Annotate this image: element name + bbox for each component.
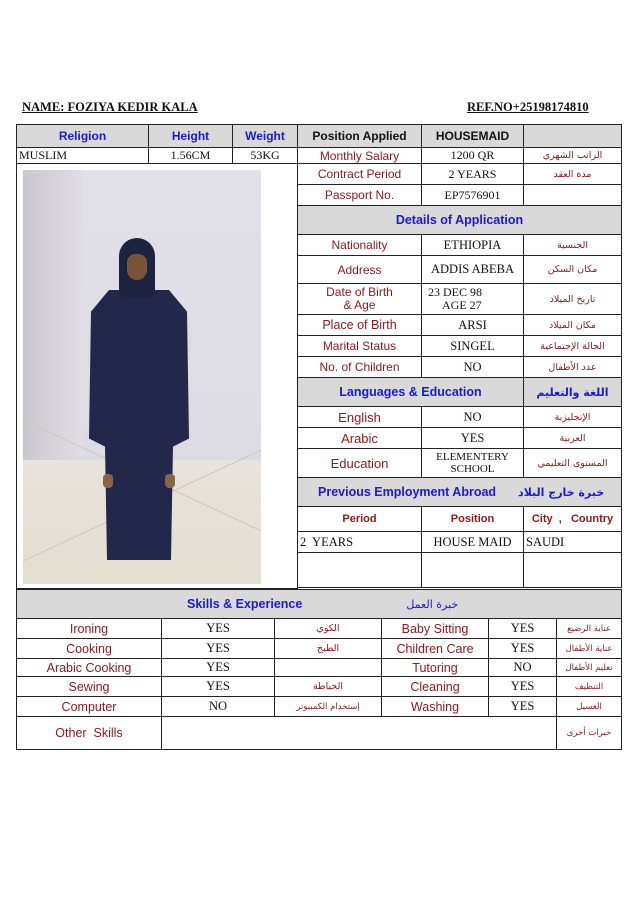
employment-position-empty: [422, 553, 524, 588]
skill-row: [17, 659, 622, 677]
dob-age: AGE 27: [442, 298, 482, 312]
education-arabic: المستوى التعليمي: [524, 449, 622, 478]
applicant-photo: [23, 170, 261, 584]
languages-section-title: Languages & Education: [298, 378, 524, 407]
children-label: No. of Children: [298, 357, 422, 378]
position-applied-label: Position Applied: [298, 125, 422, 148]
marital-status-label: Marital Status: [298, 336, 422, 357]
other-skills-arabic: خبرات أخرى: [557, 717, 622, 750]
arabic-arabic: العربية: [524, 428, 622, 449]
skill-tutoring-arabic: تعليم الأطفال: [557, 659, 622, 677]
skill-washing-arabic: الغسيل: [557, 697, 622, 717]
skill-sewing-label: Sewing: [17, 677, 162, 697]
skill-tutoring-value: NO: [489, 659, 557, 677]
passport-label: Passport No.: [298, 185, 422, 206]
skill-row: [17, 677, 622, 697]
education-label: Education: [298, 449, 422, 478]
arabic-value: YES: [422, 428, 524, 449]
marital-status-value: SINGEL: [422, 336, 524, 357]
skill-washing-value: YES: [489, 697, 557, 717]
empty-cell: [524, 125, 622, 148]
skill-arabic-cooking-arabic: [275, 659, 382, 677]
dob-label-line1: Date of Birth: [326, 285, 393, 299]
place-of-birth-arabic: مكان الميلاد: [524, 315, 622, 336]
skills-section-title-cell: [17, 590, 622, 619]
application-table: [16, 124, 622, 589]
skills-table: [16, 589, 622, 750]
skill-computer-arabic: إستخدام الكمبيوتر: [275, 697, 382, 717]
skill-cooking-value: YES: [162, 639, 275, 659]
other-skills-label: Other Skills: [17, 717, 162, 750]
skill-cleaning-arabic: التنظيف: [557, 677, 622, 697]
skill-cooking-label: Cooking: [17, 639, 162, 659]
contract-period-arabic: مدة العقد: [524, 164, 622, 185]
skill-baby-sitting-arabic: عناية الرضيع: [557, 619, 622, 639]
contract-period-label: Contract Period: [298, 164, 422, 185]
skill-cleaning-label: Cleaning: [382, 677, 489, 697]
skill-arabic-cooking-label: Arabic Cooking: [17, 659, 162, 677]
skills-section-title: Skills & Experience: [187, 597, 303, 611]
dob-value: [422, 284, 524, 315]
height-header: Height: [149, 125, 233, 148]
english-arabic: الإنجليزية: [524, 407, 622, 428]
employment-header-position: Position: [422, 507, 524, 532]
passport-arabic: [524, 185, 622, 206]
employment-header-location: City , Country: [524, 507, 622, 532]
skill-children-care-arabic: عناية الأطفال: [557, 639, 622, 659]
skill-cleaning-value: YES: [489, 677, 557, 697]
applicant-name: NAME: FOZIYA KEDIR KALA: [22, 100, 198, 114]
employment-section-title-arabic: خبرة خارج البلاد: [518, 486, 605, 499]
nationality-label: Nationality: [298, 235, 422, 256]
employment-section-title: Previous Employment Abroad: [318, 485, 497, 499]
dob-label: [298, 284, 422, 315]
skills-section-title-arabic: خبرة العمل: [406, 598, 459, 611]
skill-row: [17, 619, 622, 639]
employment-position: HOUSE MAID: [422, 532, 524, 553]
skill-washing-label: Washing: [382, 697, 489, 717]
monthly-salary-value: 1200 QR: [422, 148, 524, 164]
passport-value: EP7576901: [422, 185, 524, 206]
children-value: NO: [422, 357, 524, 378]
skill-row: [17, 697, 622, 717]
monthly-salary-arabic: الراتب الشهري: [524, 148, 622, 164]
employment-period-empty: [298, 553, 422, 588]
skill-baby-sitting-label: Baby Sitting: [382, 619, 489, 639]
employment-period: 2 YEARS: [298, 532, 422, 553]
address-arabic: مكان السكن: [524, 256, 622, 284]
english-label: English: [298, 407, 422, 428]
religion-value: MUSLIM: [17, 148, 149, 164]
skill-row: [17, 639, 622, 659]
place-of-birth-label: Place of Birth: [298, 315, 422, 336]
skill-sewing-value: YES: [162, 677, 275, 697]
place-of-birth-value: ARSI: [422, 315, 524, 336]
address-label: Address: [298, 256, 422, 284]
children-arabic: عدد الأطفال: [524, 357, 622, 378]
dob-arabic: تاريخ الميلاد: [524, 284, 622, 315]
education-value: [422, 449, 524, 478]
details-section-title: Details of Application: [298, 206, 622, 235]
skill-arabic-cooking-value: YES: [162, 659, 275, 677]
nationality-arabic: الجنسية: [524, 235, 622, 256]
skill-tutoring-label: Tutoring: [382, 659, 489, 677]
marital-status-arabic: الحالة الإجتماعية: [524, 336, 622, 357]
skill-ironing-value: YES: [162, 619, 275, 639]
skill-computer-label: Computer: [17, 697, 162, 717]
education-value-line2: SCHOOL: [450, 463, 495, 475]
languages-section-title-arabic: اللغة والتعليم: [524, 378, 622, 407]
weight-header: Weight: [233, 125, 298, 148]
skill-ironing-arabic: الكوي: [275, 619, 382, 639]
monthly-salary-label: Monthly Salary: [298, 148, 422, 164]
reference-number: REF.NO+25198174810: [467, 100, 589, 114]
dob-date: 23 DEC 98: [428, 285, 482, 299]
arabic-label: Arabic: [298, 428, 422, 449]
skill-children-care-label: Children Care: [382, 639, 489, 659]
contract-period-value: 2 YEARS: [422, 164, 524, 185]
skill-cooking-arabic: الطبخ: [275, 639, 382, 659]
employment-section-title-cell: [298, 478, 622, 507]
dob-label-line2: & Age: [343, 298, 376, 312]
education-value-line1: ELEMENTERY: [436, 451, 509, 463]
english-value: NO: [422, 407, 524, 428]
nationality-value: ETHIOPIA: [422, 235, 524, 256]
skill-computer-value: NO: [162, 697, 275, 717]
skill-ironing-label: Ironing: [17, 619, 162, 639]
address-value: ADDIS ABEBA: [422, 256, 524, 284]
employment-country: SAUDI: [524, 532, 622, 553]
skill-sewing-arabic: الخياطة: [275, 677, 382, 697]
photo-cell: [17, 164, 298, 589]
position-applied-value: HOUSEMAID: [422, 125, 524, 148]
employment-header-period: Period: [298, 507, 422, 532]
religion-header: Religion: [17, 125, 149, 148]
height-value: 1.56CM: [149, 148, 233, 164]
skill-baby-sitting-value: YES: [489, 619, 557, 639]
skill-children-care-value: YES: [489, 639, 557, 659]
weight-value: 53KG: [233, 148, 298, 164]
employment-country-empty: [524, 553, 622, 588]
other-skills-value: [162, 717, 557, 750]
